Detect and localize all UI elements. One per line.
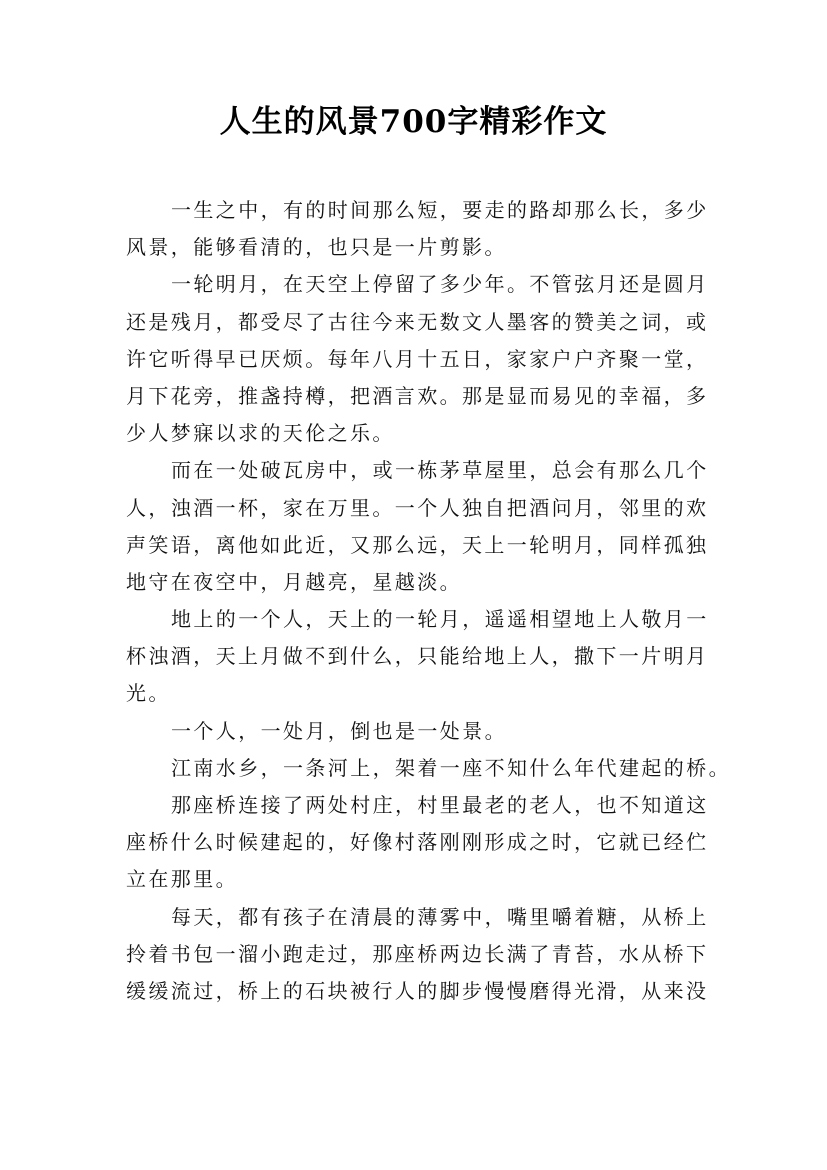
text-line: 光。 [126, 681, 171, 706]
text-line: 而在一处破瓦房中，或一栋茅草屋里，总会有那么几个 [171, 458, 709, 483]
text-line: 人，浊酒一杯，家在万里。一个人独自把酒问月，邻里的欢 [126, 495, 709, 520]
text-line: 一生之中，有的时间那么短，要走的路却那么长，多少 [171, 198, 709, 222]
document-title: 人生的风景700字精彩作文 [219, 104, 608, 140]
text-line: 声笑语，离他如此近，又那么远，天上一轮明月，同样孤独 [126, 532, 709, 557]
text-line: 许它听得早已厌烦。每年八月十五日，家家户户齐聚一堂， [126, 346, 709, 371]
text-line: 杯浊酒，天上月做不到什么，只能给地上人，撒下一片明月 [126, 644, 709, 669]
text-line: 一轮明月，在天空上停留了多少年。不管弦月还是圆月 [171, 272, 709, 297]
text-line: 缓缓流过，桥上的石块被行人的脚步慢慢磨得光滑，从来没 [126, 978, 709, 1003]
text-line: 江南水乡，一条河上，架着一座不知什么年代建起的桥。 [171, 755, 731, 780]
text-line: 座桥什么时候建起的，好像村落刚刚形成之时，它就已经伫 [126, 830, 709, 855]
text-line: 拎着书包一溜小跑走过，那座桥两边长满了青苔，水从桥下 [126, 941, 709, 966]
text-line: 一个人，一处月，倒也是一处景。 [171, 718, 507, 743]
text-line: 还是残月，都受尽了古往今来无数文人墨客的赞美之词，或 [126, 309, 709, 334]
essay-body [126, 192, 731, 1010]
text-line: 少人梦寐以求的天伦之乐。 [126, 421, 395, 446]
text-line: 地上的一个人，天上的一轮月，遥遥相望地上人敬月一 [171, 607, 709, 632]
text-line: 地守在夜空中，月越亮，星越淡。 [126, 569, 462, 594]
text-line: 风景，能够看清的，也只是一片剪影。 [126, 235, 507, 260]
text-line: 月下花旁，推盏持樽，把酒言欢。那是显而易见的幸福，多 [126, 383, 709, 408]
text-line: 那座桥连接了两处村庄，村里最老的老人，也不知道这 [171, 793, 709, 817]
text-line: 每天，都有孩子在清晨的薄雾中，嘴里嚼着糖，从桥上 [171, 904, 709, 929]
text-line: 立在那里。 [126, 867, 238, 892]
